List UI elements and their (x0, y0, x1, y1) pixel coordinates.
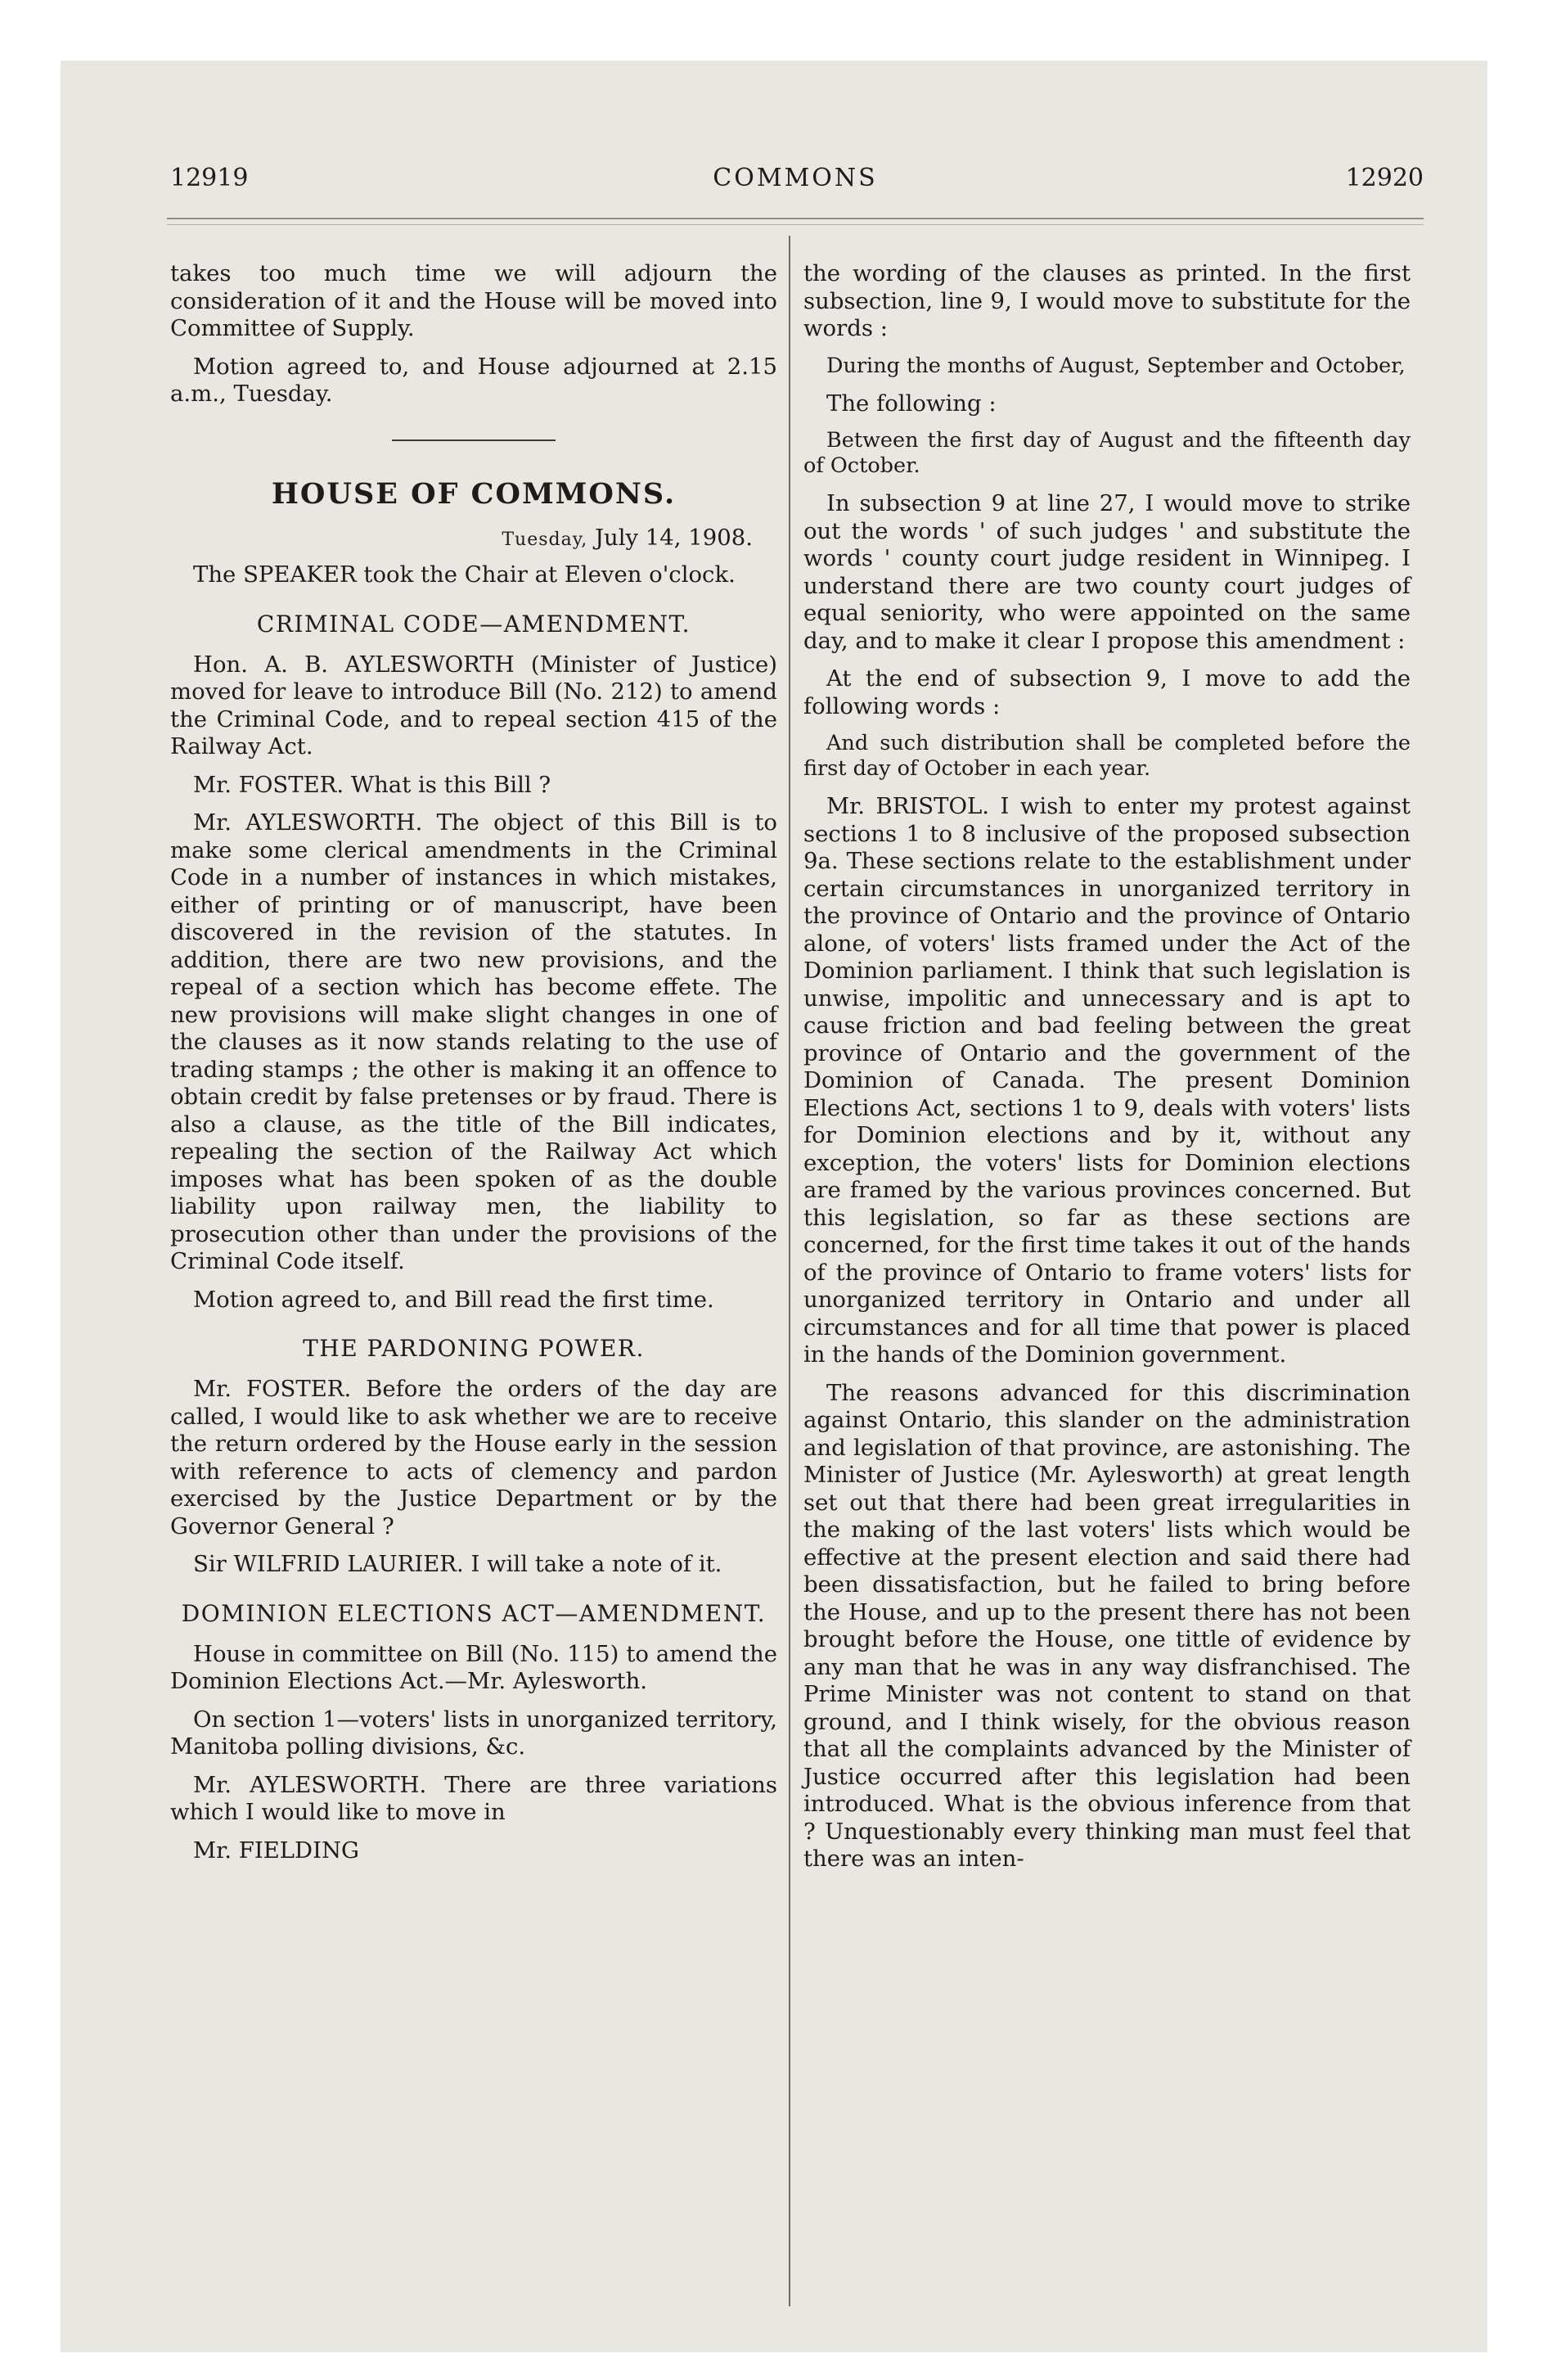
left-page-number: 12919 (170, 164, 249, 192)
section-rule (392, 439, 556, 441)
left-column (170, 260, 777, 1864)
paragraph: Sir WILFRID LAURIER. I will take a note of it. (193, 1551, 722, 1577)
right-page-number: 12920 (1345, 164, 1424, 192)
paragraph: Mr. FOSTER. What is this Bill ? (193, 771, 551, 798)
paragraph: At the end of subsection 9, I move to add the following words : (803, 665, 1411, 719)
quoted-amendment: Between the first day of August and the fifteenth day of October. (803, 428, 1411, 478)
paragraph: In subsection 9 at line 27, I would move to strike out the words ' of such judges ' and substitute the words ' county court judge resident in Winnipeg. I understand there are two county court judges of equal seniority, who were appointed on the same day, and to make it clear I propose this amendment : (803, 490, 1411, 654)
paragraph: On section 1—voters' lists in unorganized territory, Manitoba polling divisions, &c. (170, 1706, 777, 1760)
column-divider (789, 236, 790, 2306)
paragraph: the wording of the clauses as printed. In the first subsection, line 9, I would move to substitute for the words : (803, 260, 1411, 341)
paragraph: The SPEAKER took the Chair at Eleven o'clock. (193, 561, 736, 588)
paragraph: Hon. A. B. AYLESWORTH (Minister of Justice) moved for leave to introduce Bill (No. 212) to amend the Criminal Code, and to repeal section 415 of the Railway Act. (170, 651, 777, 760)
paragraph: Mr. FOSTER. Before the orders of the day are called, I would like to ask whether we are to receive the return ordered by the House early in the session with reference to acts of clemency and pardon exercised by the Justice Department or by the Governor General ? (170, 1376, 777, 1539)
heading-criminal-code: CRIMINAL CODE—AMENDMENT. (256, 610, 691, 638)
quoted-amendment: During the months of August, September and October, (826, 353, 1406, 378)
paragraph: The following : (826, 390, 997, 417)
date-weekday: Tuesday, (502, 529, 588, 550)
sitting-date (170, 525, 777, 554)
heading-pardoning-power: THE PARDONING POWER. (303, 1335, 645, 1362)
page-header (167, 164, 1424, 196)
paragraph: Motion agreed to, and Bill read the first time. (193, 1286, 714, 1313)
running-title: COMMONS (713, 164, 878, 192)
heading-dominion-elections: DOMINION ELECTIONS ACT—AMENDMENT. (181, 1599, 767, 1627)
quoted-amendment: And such distribution shall be completed before the first day of October in each year. (803, 731, 1411, 781)
paragraph: Motion agreed to, and House adjourned at 2.15 a.m., Tuesday. (170, 353, 777, 407)
heading-house-of-commons: HOUSE OF COMMONS. (271, 476, 677, 511)
header-rule (167, 218, 1424, 219)
right-column (803, 260, 1411, 1884)
paragraph: House in committee on Bill (No. 115) to amend the Dominion Elections Act.—Mr. Aylesworth. (170, 1640, 777, 1694)
paragraph: The reasons advanced for this discrimination against Ontario, this slander on the administration and legislation of that province, are astonishing. The Minister of Justice (Mr. Aylesworth) at great length set out that there had been great irregularities in the making of the last voters' lists which would be effective at the present election and said there had been dissatisfaction, but he failed to bring before the House, and up to the present there has not been brought before the House, one tittle of evidence by any man that he was in any way disfranchised. The Prime Minister was not content to stand on that ground, and I think wisely, for the obvious reason that all the complaints advanced by the Minister of Justice occurred after this legislation had been introduced. What is the obvious inference from that ? Unquestionably every thinking man must feel that there was an inten- (803, 1379, 1411, 1872)
date-rest: July 14, 1908. (594, 524, 753, 551)
paragraph: Mr. BRISTOL. I wish to enter my protest against sections 1 to 8 inclusive of the proposed subsection 9a. These sections relate to the establishment under certain circumstances in unorganized territory in the province of Ontario and the province of Ontario alone, of voters' lists framed under the Act of the Dominion parliament. I think that such legislation is unwise, impolitic and unnecessary and is apt to cause friction and bad feeling between the great province of Ontario and the government of the Dominion of Canada. The present Dominion Elections Act, sections 1 to 9, deals with voters' lists for Dominion elections and by it, without any exception, the voters' lists for Dominion elections are framed by the various provinces concerned. But this legislation, so far as these sections are concerned, for the first time takes it out of the hands of the province of Ontario to frame voters' lists for unorganized territory in Ontario and under all circumstances and for all time that power is placed in the hands of the Dominion government. (803, 793, 1411, 1368)
paragraph: takes too much time we will adjourn the consideration of it and the House will be moved into Committee of Supply. (170, 260, 777, 341)
header-rule-thin (167, 224, 1424, 225)
page-footer-speaker: Mr. FIELDING (193, 1837, 359, 1864)
paragraph: Mr. AYLESWORTH. There are three variations which I would like to move in (170, 1771, 777, 1825)
paragraph: Mr. AYLESWORTH. The object of this Bill is to make some clerical amendments in the Criminal Code in a number of instances in which mistakes, either of printing or of manuscript, have been discovered in the revision of the statutes. In addition, there are two new provisions, and the repeal of a section which has become effete. The new provisions will make slight changes in one of the clauses as it now stands relating to the use of trading stamps ; the other is making it an offence to obtain credit by false pretenses or by fraud. There is also a clause, as the title of the Bill indicates, repealing the section of the Railway Act which imposes what has been spoken of as the double liability upon railway men, the liability to prosecution other than under the provisions of the Criminal Code itself. (170, 809, 777, 1274)
